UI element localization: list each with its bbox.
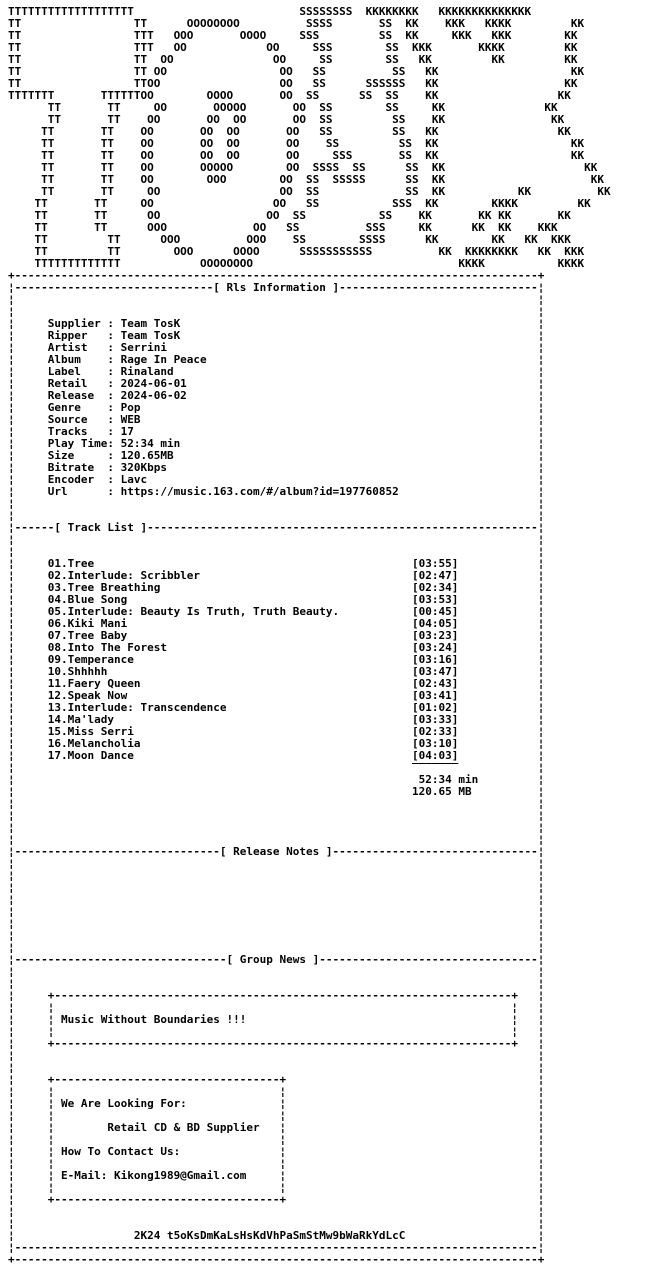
logo-art-line: TT TTOO OO SS SSSSSS KK KK (8, 77, 578, 90)
news-box-border: ¦ +---------------------------------------------------------------------+ ¦ (8, 989, 545, 1002)
track-row: ¦ 17.Moon Dance [04:03] ¦ (8, 749, 545, 762)
rls-info-row: ¦ Retail : 2024-06-01 ¦ (8, 377, 545, 390)
blank-line: ¦ ¦ (8, 833, 545, 846)
logo-art-line: TT TTT OO OO SSS SS KKK KKKK KK (8, 41, 578, 54)
logo-art-line: TT TT OO OO OO OO SSS SS KK KK (8, 149, 585, 162)
contact-box-line: ¦ ¦ ¦ ¦ (8, 1181, 545, 1194)
section-header-track-list: ¦------[ Track List ]-----------------------------------------------------------¦ (8, 521, 545, 534)
track-row: ¦ 07.Tree Baby [03:23] ¦ (8, 629, 545, 642)
contact-box-border: ¦ +----------------------------------+ ¦ (8, 1073, 545, 1086)
logo-art-line: TTTTTTT TTTTTTOO OOOO OO SS SS SS KK KK (8, 89, 571, 102)
blank-line: ¦ ¦ (8, 881, 545, 894)
blank-line: ¦ ¦ (8, 893, 545, 906)
rls-info-row: ¦ Ripper : Team TosK ¦ (8, 329, 545, 342)
logo-art-line: TT TT OOO OO SS SSS KK KK KK KKK (8, 221, 558, 234)
logo-art-line: TT TT OO OO SS SS KK KK KK (8, 53, 578, 66)
section-header-group-news: ¦--------------------------------[ Group News ]---------------------------------¦ (8, 953, 545, 966)
blank-line: ¦ ¦ (8, 797, 545, 810)
logo-art-line: TT TT OO OO SS SS KK KK KK KK (8, 209, 571, 222)
track-row: ¦ 13.Interlude: Transcendence [01:02] ¦ (8, 701, 545, 714)
news-box-line: ¦ ¦ ¦ ¦ (8, 1001, 545, 1014)
blank-line: ¦ ¦ (8, 293, 545, 306)
track-row: ¦ 05.Interlude: Beauty Is Truth, Truth Beauty. [00:45] ¦ (8, 605, 545, 618)
blank-line: ¦ ¦ (8, 941, 545, 954)
blank-line: ¦ ¦ (8, 1049, 545, 1062)
contact-box-line: ¦ ¦ ¦ ¦ (8, 1109, 545, 1122)
blank-line: ¦ ¦ (8, 305, 545, 318)
blank-line: ¦ ¦ (8, 857, 545, 870)
track-total-rule: ¦ ‾‾‾‾‾‾‾ ¦ (8, 761, 545, 774)
news-box-border: ¦ +---------------------------------------------------------------------+ ¦ (8, 1037, 545, 1050)
blank-line: ¦ ¦ (8, 545, 545, 558)
rls-info-row: ¦ Supplier : Team TosK ¦ (8, 317, 545, 330)
logo-art-line: TT TT OO OO OO OO SS SS KK KK (8, 137, 585, 150)
frame-border: +-------------------------------------------------------------------------------+ (8, 1253, 545, 1266)
blank-line: ¦ ¦ (8, 821, 545, 834)
track-row: ¦ 14.Ma'lady [03:33] ¦ (8, 713, 545, 726)
logo-art-line: TT TT OOOOOOOO SSSS SS KK KKK KKKK KK (8, 17, 585, 30)
track-row: ¦ 02.Interlude: Scribbler [02:47] ¦ (8, 569, 545, 582)
rls-info-row: ¦ Size : 120.65MB ¦ (8, 449, 545, 462)
track-row: ¦ 15.Miss Serri [02:33] ¦ (8, 725, 545, 738)
track-row: ¦ 11.Faery Queen [02:43] ¦ (8, 677, 545, 690)
contact-label: ¦ ¦ How To Contact Us: ¦ ¦ (8, 1145, 545, 1158)
frame-border: ¦-------------------------------------------------------------------------------¦ (8, 1241, 545, 1254)
rls-info-row: ¦ Artist : Serrini ¦ (8, 341, 545, 354)
logo-art-line: TT TTT OOO OOOO SSS SS KK KKK KKK KK (8, 29, 578, 42)
frame-border: +-------------------------------------------------------------------------------+ (8, 269, 545, 282)
rls-info-row: ¦ Genre : Pop ¦ (8, 401, 545, 414)
contact-email: ¦ ¦ E-Mail: Kikong1989@Gmail.com ¦ ¦ (8, 1169, 545, 1182)
track-row: ¦ 06.Kiki Mani [04:05] ¦ (8, 617, 545, 630)
logo-art-line: TT TT OO OO OO OO SS SS KK KK (8, 113, 565, 126)
logo-art-line: TT TT OO OO SS SS KK KK (8, 65, 585, 78)
track-row: ¦ 16.Melancholia [03:10] ¦ (8, 737, 545, 750)
logo-art-line: TTTTTTTTTTTTT OOOOOOOO KKKK KKKK (8, 257, 585, 270)
logo-art-line: TTTTTTTTTTTTTTTTTTT SSSSSSSS KKKKKKKK KKKKKKKKKKKKKK (8, 5, 532, 18)
logo-art-line: TT TT OO OO SS SSS KK KKKK KK (8, 197, 591, 210)
blank-line: ¦ ¦ (8, 1217, 545, 1230)
blank-line: ¦ ¦ (8, 1205, 545, 1218)
rls-info-row: ¦ Release : 2024-06-02 ¦ (8, 389, 545, 402)
track-row: ¦ 04.Blue Song [03:53] ¦ (8, 593, 545, 606)
blank-line: ¦ ¦ (8, 905, 545, 918)
track-row: ¦ 10.Shhhhh [03:47] ¦ (8, 665, 545, 678)
blank-line: ¦ ¦ (8, 929, 545, 942)
rls-info-row: ¦ Encoder : Lavc ¦ (8, 473, 545, 486)
contact-box-border: ¦ +----------------------------------+ ¦ (8, 1193, 545, 1206)
blank-line: ¦ ¦ (8, 917, 545, 930)
logo-art-line: TT TT OOO OOO SS SSSS KK KK KK KKK (8, 233, 571, 246)
footer-tag: ¦ 2K24 t5oKsDmKaLsHsKdVhPaSmStMw9bWaRkYdLcC ¦ (8, 1229, 545, 1242)
section-header-rls-info: ¦------------------------------[ Rls Information ]------------------------------¦ (8, 281, 545, 294)
blank-line: ¦ ¦ (8, 1061, 545, 1074)
total-play-time: ¦ 52:34 min ¦ (8, 773, 545, 786)
blank-line: ¦ ¦ (8, 809, 545, 822)
total-size: ¦ 120.65 MB ¦ (8, 785, 545, 798)
rls-info-row: ¦ Bitrate : 320Kbps ¦ (8, 461, 545, 474)
blank-line: ¦ ¦ (8, 869, 545, 882)
rls-info-row: ¦ Tracks : 17 ¦ (8, 425, 545, 438)
rls-info-row: ¦ Label : Rinaland ¦ (8, 365, 545, 378)
section-header-release-notes: ¦-------------------------------[ Release Notes ]-------------------------------¦ (8, 845, 545, 858)
contact-box-line: ¦ ¦ ¦ ¦ (8, 1133, 545, 1146)
rls-info-row: ¦ Play Time: 52:34 min ¦ (8, 437, 545, 450)
logo-art-line: TT TT OOO OOOO SSSSSSSSSSS KK KKKKKKKK KK KKK (8, 245, 585, 258)
track-row: ¦ 03.Tree Breathing [02:34] ¦ (8, 581, 545, 594)
track-row: ¦ 08.Into The Forest [03:24] ¦ (8, 641, 545, 654)
rls-info-row: ¦ Source : WEB ¦ (8, 413, 545, 426)
contact-box-line: ¦ ¦ ¦ ¦ (8, 1157, 545, 1170)
news-box-line: ¦ ¦ ¦ ¦ (8, 1025, 545, 1038)
track-row: ¦ 12.Speak Now [03:41] ¦ (8, 689, 545, 702)
blank-line: ¦ ¦ (8, 509, 545, 522)
blank-line: ¦ ¦ (8, 533, 545, 546)
contact-box-line: ¦ ¦ ¦ ¦ (8, 1085, 545, 1098)
rls-info-row: ¦ Url : https://music.163.com/#/album?id=197760852 ¦ (8, 485, 545, 498)
looking-for-label: ¦ ¦ We Are Looking For: ¦ ¦ (8, 1097, 545, 1110)
track-row: ¦ 09.Temperance [03:16] ¦ (8, 653, 545, 666)
logo-art-line: TT TT OO OO SS SS KK KK KK (8, 185, 611, 198)
blank-line: ¦ ¦ (8, 497, 545, 510)
logo-art-line: TT TT OO OOOOO OO SS SS KK KK (8, 101, 558, 114)
blank-line: ¦ ¦ (8, 965, 545, 978)
blank-line: ¦ ¦ (8, 977, 545, 990)
logo-art-line: TT TT OO OO OO OO SS SS KK KK (8, 125, 571, 138)
rls-info-row: ¦ Album : Rage In Peace ¦ (8, 353, 545, 366)
wanted-role: ¦ ¦ Retail CD & BD Supplier ¦ ¦ (8, 1121, 545, 1134)
logo-art-line: TT TT OO OOOOO OO SSSS SS SS KK KK (8, 161, 598, 174)
logo-art-line: TT TT OO OOO OO SS SSSSS SS KK KK (8, 173, 605, 186)
track-row: ¦ 01.Tree [03:55] ¦ (8, 557, 545, 570)
news-motto: ¦ ¦ Music Without Boundaries !!! ¦ ¦ (8, 1013, 545, 1026)
